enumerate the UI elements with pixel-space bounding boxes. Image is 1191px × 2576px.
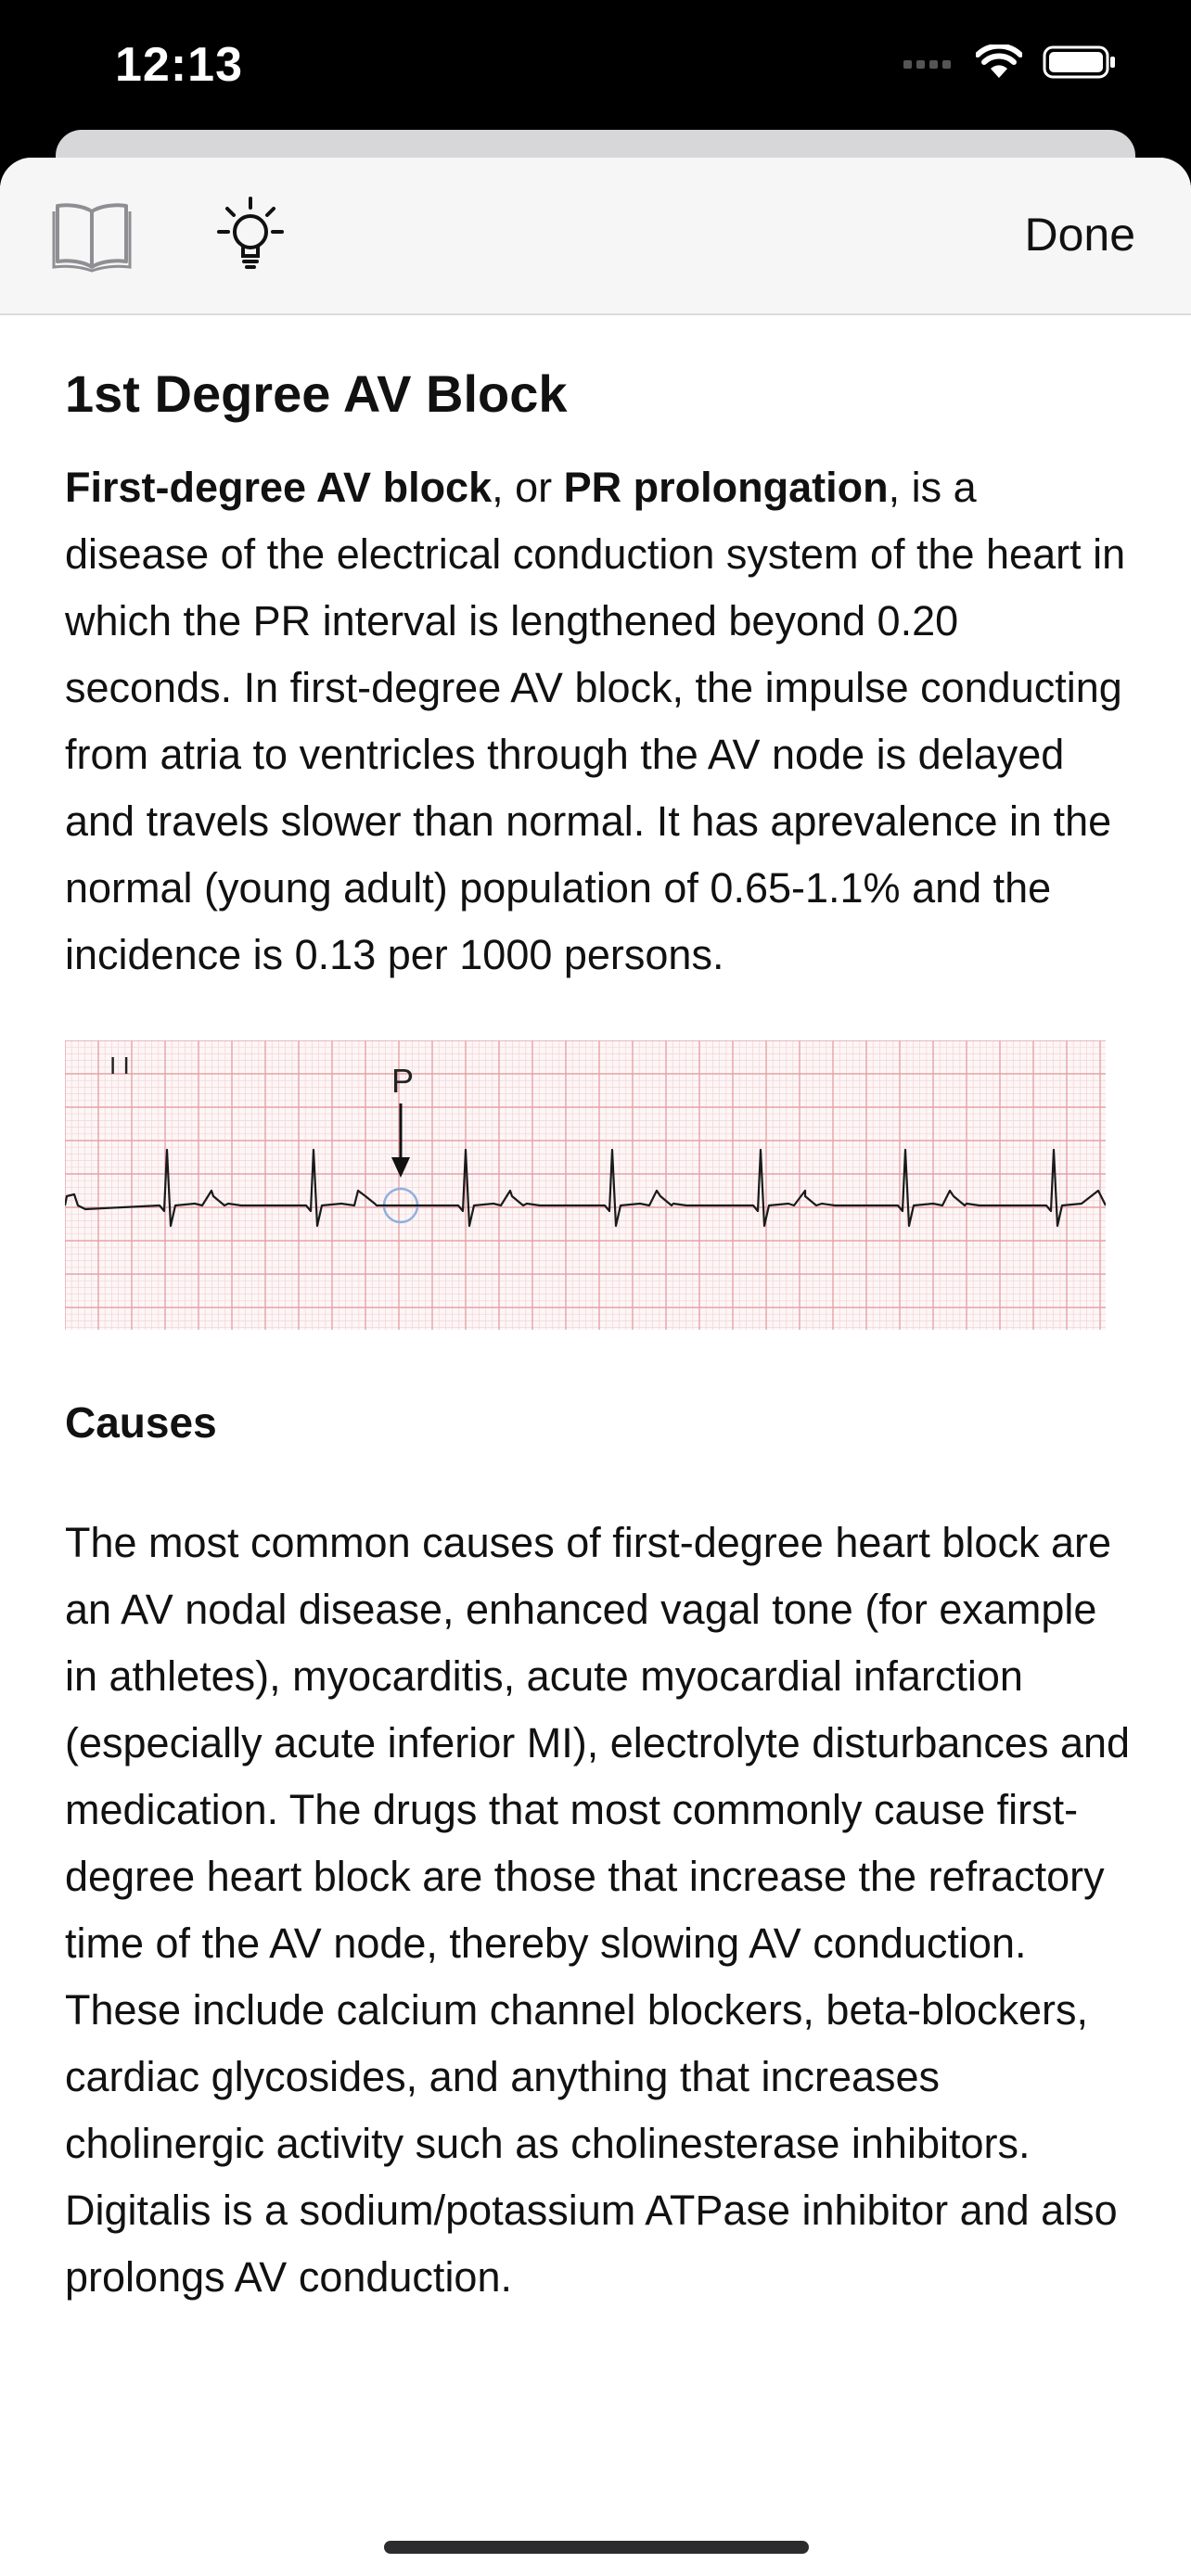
lightbulb-icon	[211, 195, 289, 276]
book-button[interactable]	[50, 197, 134, 274]
ecg-p-wave-label: P	[391, 1062, 415, 1100]
causes-paragraph: The most common causes of first-degree heart block are an AV nodal disease, enhanced vagal tone (for example in athletes), myocarditis, acute myocardial infarction (especially acute inferior MI), electrolyte disturbances and medication. The drugs that most commonly cause first-degree heart block are those that increase the refractory time of the AV node, thereby slowing AV conduction. These include calcium channel blockers, beta-blockers, cardiac glycosides, and anything that increases cholinergic activity such as cholinesterase inhibitors. Digitalis is a sodium/potassium ATPase inhibitor and also prolongs AV conduction.	[65, 1519, 1131, 2301]
hint-button[interactable]	[211, 195, 289, 276]
intro-body: , is a disease of the electrical conduction system of the heart in which the PR interval is lengthened beyond 0.20 seconds. In first-degree AV block, the impulse conducting from atria to ventricles through the AV node is delayed and travels slower than normal. It has aprevalence in the normal (young adult) population of 0.65-1.1% and the incidence is 0.13 per 1000 persons.	[65, 464, 1126, 978]
done-button[interactable]: Done	[1024, 209, 1135, 261]
ecg-strip-svg	[65, 1040, 1106, 1330]
intro-paragraph	[65, 454, 1132, 988]
status-time: 12:13	[115, 38, 243, 92]
toolbar	[0, 158, 1191, 315]
intro-term-pr-prolongation: PR prolongation	[563, 464, 889, 511]
intro-separator: , or	[492, 464, 564, 511]
article-sheet	[0, 158, 1191, 2576]
ecg-lead-label: I I	[109, 1052, 130, 1079]
section-title-causes: Causes	[65, 1398, 217, 1447]
intro-term-first-degree: First-degree AV block	[65, 464, 493, 511]
article-content	[65, 362, 1132, 2311]
wifi-icon	[976, 45, 1022, 80]
status-bar	[0, 0, 1191, 139]
home-indicator[interactable]	[384, 2541, 809, 2554]
ecg-strip-image	[65, 1040, 1106, 1330]
battery-icon	[1043, 45, 1117, 80]
article-title: 1st Degree AV Block	[65, 364, 568, 423]
cellular-signal-icon	[903, 53, 955, 71]
book-icon	[52, 198, 132, 273]
status-icons	[903, 45, 1117, 80]
